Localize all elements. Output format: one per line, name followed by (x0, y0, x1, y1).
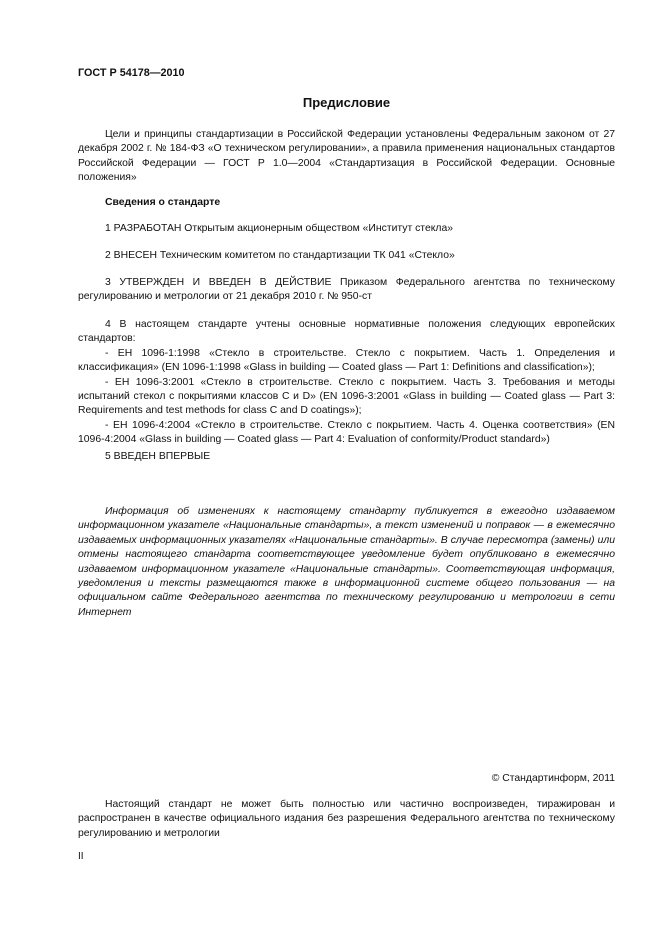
intro-paragraph: Цели и принципы стандартизации в Российской Федерации установлены Федеральным законом от 27 декабря 2002 г. № 184-ФЗ «О техническом регулировании», а правила применения национальных стандартов Российской Федерации — ГОСТ Р 1.0—2004 «Стандартизация в Российской Федерации. Основные положения» (78, 129, 615, 184)
item4-intro: 4 В настоящем стандарте учтены основные нормативные положения следующих европейских стандартов: (78, 319, 615, 345)
item-submitted: 2 ВНЕСЕН Техническим комитетом по стандартизации ТК 041 «Стекло» (105, 250, 455, 261)
item4-bullet-1: - ЕН 1096-1:1998 «Стекло в строительстве. Стекло с покрытием. Часть 1. Определения и классификация» (EN 1096-1:1998 «Glass in building — Coated glass — Part 1: Definitions and classification»); (78, 347, 615, 374)
reproduction-notice: Настоящий стандарт не может быть полностью или частично воспроизведен, тиражирован и распространен в качестве официального издания без разрешения Федерального агентства по техническому регулированию и метрологии (78, 799, 615, 839)
item4-bullet-2: - ЕН 1096-3:2001 «Стекло в строительстве. Стекло с покрытием. Часть 3. Требования и методы испытаний стекол с покрытиями классов С и D» (EN 1096-3:2001 «Glass in building — Coated glass — Part 3: Requirements and test methods for class C and D coatings»); (78, 376, 615, 417)
notice-paragraph: Информация об изменениях к настоящему стандарту публикуется в ежегодно издаваемом информационном указателе «Национальные стандарты», а текст изменений и поправок — в ежемесячно издаваемых информационных указателях «Национальные стандарты». В случае пересмотра (замены) или отмены настоящего стандарта соответствующее уведомление будет опубликовано в ежемесячно издаваемом информационном указателе «Национальные стандарты». Соответствующая информация, уведомления и тексты размещаются также в информационной системе общего пользования — на официальном сайте Федерального агентства по техническому регулированию и метрологии в сети Интернет (78, 506, 615, 618)
copyright: © Стандартинформ, 2011 (491, 773, 615, 784)
page-title: Предисловие (302, 95, 391, 110)
item4-bullet-3: - ЕН 1096-4:2004 «Стекло в строительстве. Стекло с покрытием. Часть 4. Оценка соответствия» (EN 1096-4:2004 «Glass in building — Coated glass — Part 4: Evaluation of conformity/Product standard») (78, 419, 615, 446)
page-number: II (78, 851, 84, 862)
item-introduced: 5 ВВЕДЕН ВПЕРВЫЕ (105, 451, 211, 462)
info-heading: Сведения о стандарте (105, 197, 221, 208)
document-code: ГОСТ Р 54178—2010 (78, 67, 185, 79)
item-developed: 1 РАЗРАБОТАН Открытым акционерным обществом «Институт стекла» (105, 223, 454, 234)
item-approved: 3 УТВЕРЖДЕН И ВВЕДЕН В ДЕЙСТВИЕ Приказом Федерального агентства по техническому регулированию и метрологии от 21 декабря 2010 г. № 950-ст (78, 277, 615, 303)
item-european-standards (78, 318, 615, 448)
